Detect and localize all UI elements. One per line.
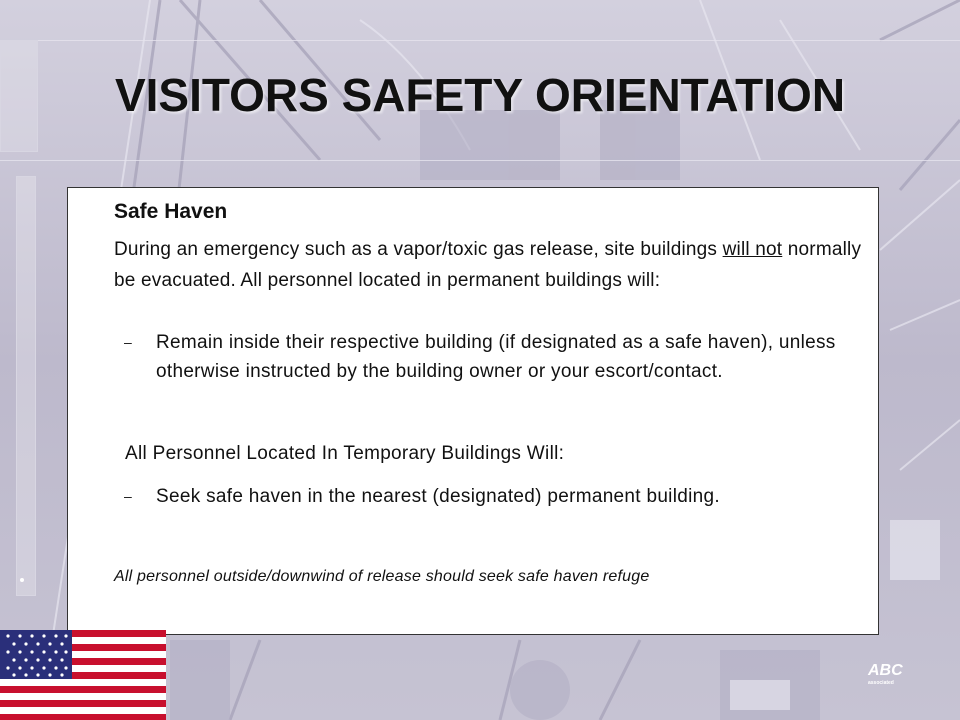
logo-text: ABC: [868, 662, 903, 679]
us-flag-icon: [0, 630, 166, 720]
dash-bullet-icon: –: [124, 334, 133, 350]
content-box: [67, 187, 879, 635]
dash-bullet-icon: –: [124, 488, 133, 504]
top-divider-line: [0, 40, 960, 41]
slide-title: VISITORS SAFETY ORIENTATION: [114, 69, 846, 121]
italic-note: All personnel outside/downwind of release should seek safe haven refuge: [114, 568, 650, 585]
left-decorative-dot: [20, 578, 24, 582]
section-heading: Safe Haven: [114, 200, 228, 223]
abc-logo: [868, 662, 902, 688]
intro-text-before: During an emergency such as a vapor/toxic gas release, site buildings: [114, 239, 723, 260]
left-decorative-bar-bottom: [16, 176, 36, 596]
temporary-buildings-heading: All Personnel Located In Temporary Buildings Will:: [125, 443, 565, 464]
intro-underlined-text: will not: [722, 239, 783, 260]
bullet-text: Remain inside their respective building (if designated as a safe haven), unless otherwise instructed by the building owner or your escort/contact.: [156, 332, 836, 382]
intro-paragraph: [114, 234, 864, 296]
middle-divider-line: [0, 160, 960, 161]
logo-subtext: associated: [868, 680, 894, 686]
intro-text-after: normally be evacuated. All personnel located in permanent buildings will:: [114, 239, 862, 291]
bullet-text: Seek safe haven in the nearest (designated) permanent building.: [156, 486, 720, 507]
